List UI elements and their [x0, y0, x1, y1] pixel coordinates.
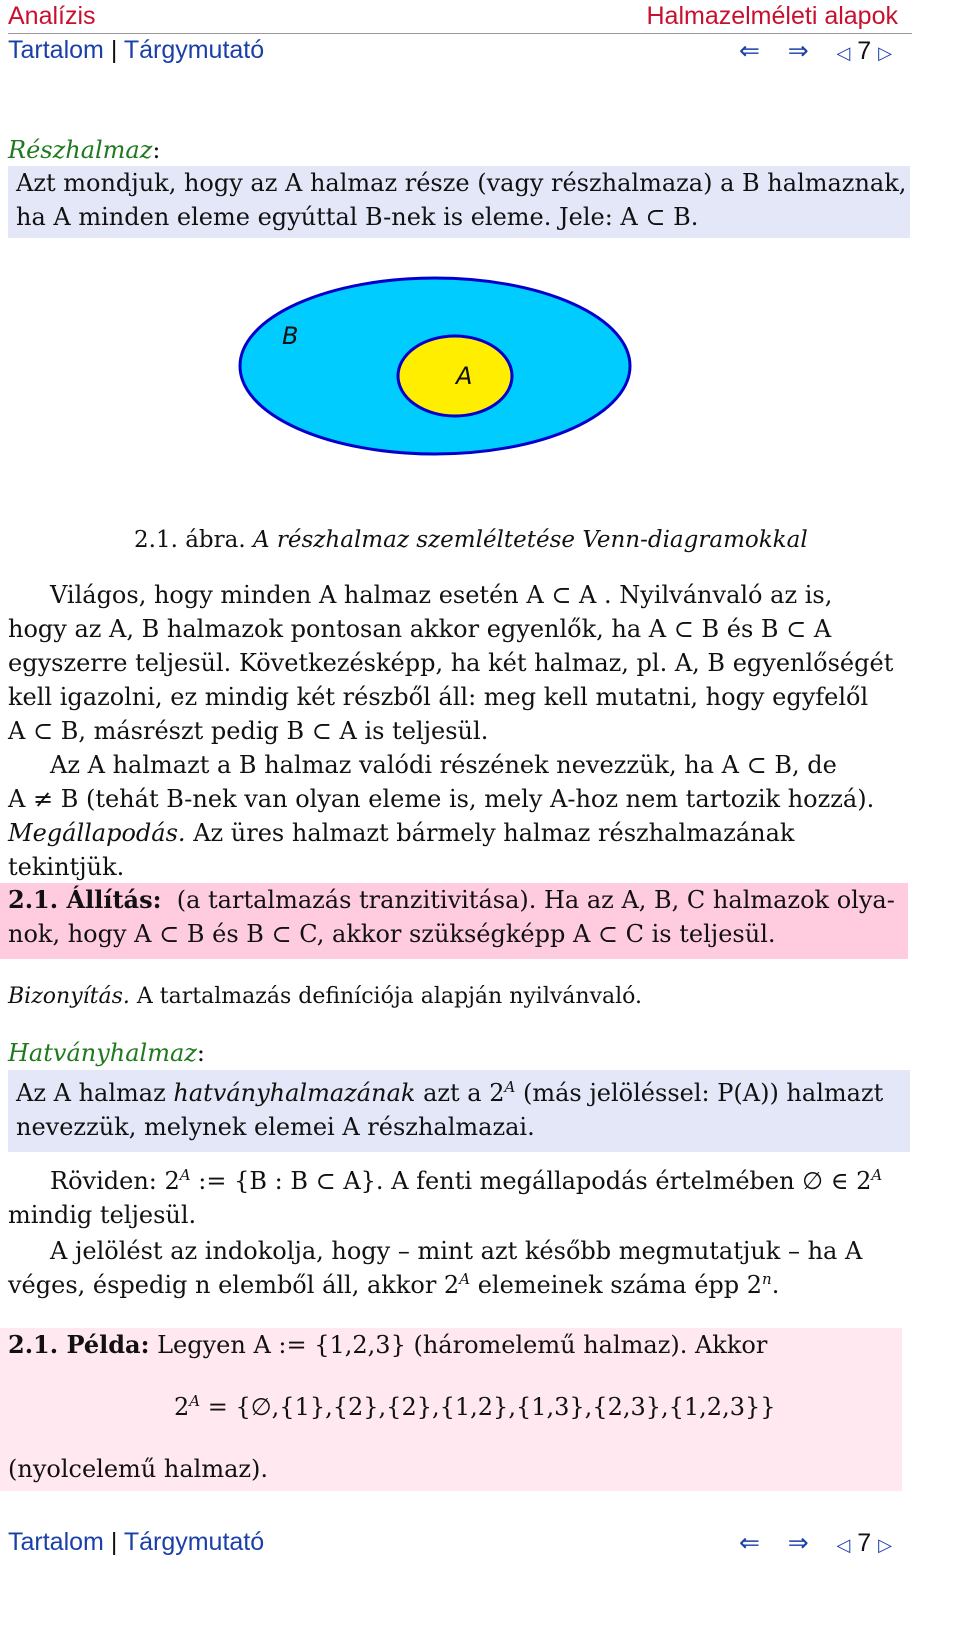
example-formula: $2^A$ = {∅,{1},{2},{2},{1,2},{1,3},{2,3},{1,2,3}} — [174, 1392, 776, 1421]
paragraph-4: A jelölést az indokolja, hogy – mint azt később megmutatjuk – ha A véges, éspedig n elemből áll, akkor $2^A$ elemeinek száma épp 2$^n$. — [8, 1237, 863, 1299]
back-arrow-icon[interactable]: ⇐ — [739, 37, 760, 65]
course-title: Analízis — [8, 2, 96, 30]
contents-link[interactable]: Tartalom — [8, 36, 104, 64]
page-number-bottom: 7 — [857, 1529, 872, 1557]
top-nav: Tartalom | Tárgymutató — [8, 36, 265, 64]
bottom-page-nav — [739, 1528, 892, 1558]
figure-caption: 2.1. ábra. A részhalmaz szemléltetése Venn-diagramokkal — [134, 527, 808, 553]
claim-box: 2.1. Állítás: (a tartalmazás tranzitivitása). Ha az A, B, C halmazok olya- nok, hogy A ⊂ B és B ⊂ C, akkor szükségképp A ⊂ C is teljesül. — [0, 883, 908, 959]
venn-set-a — [398, 336, 512, 416]
subset-definition-box: Azt mondjuk, hogy az A halmaz része (vagy részhalmaza) a B halmaznak, ha A minden eleme egyúttal B-nek is eleme. Jele: A ⊂ B. — [8, 166, 910, 238]
contents-link-bottom[interactable]: Tartalom — [8, 1528, 104, 1556]
venn-label-a: A — [456, 362, 473, 390]
powerset-definition-box: Az A halmaz hatványhalmazának azt a $2^A$ (más jelöléssel: P(A)) halmazt nevezzük, melynek elemei A részhalmazai. — [8, 1070, 910, 1152]
powerset-heading: Hatványhalmaz: — [8, 1039, 206, 1067]
next-page-icon[interactable]: ▷ — [878, 1535, 892, 1555]
document-title — [8, 2, 96, 31]
example-box: 2.1. Példa: Legyen A := {1,2,3} (háromelemű halmaz). Akkor $2^A$ = {∅,{1},{2},{2},{1,2},{1,3},{2,3},{1,2,3}} (nyolcelemű halmaz). — [0, 1328, 902, 1491]
forward-arrow-icon[interactable]: ⇒ — [787, 1529, 809, 1557]
venn-diagram — [238, 274, 638, 464]
prev-page-icon[interactable]: ◁ — [836, 1535, 851, 1555]
page-number: 7 — [857, 37, 872, 65]
paragraph-2: Az A halmazt a B halmaz valódi részének nevezzük, ha A ⊂ B, de A ≠ B (tehát B-nek van olyan eleme is, mely A-hoz nem tartozik hozzá). Megállapodás. Az üres halmazt bármely halmaz részhalmazának tekintjük. — [8, 751, 875, 881]
header-rule — [8, 33, 912, 34]
claim-label: 2.1. Állítás: — [8, 885, 162, 914]
proof: Bizonyítás. A tartalmazás definíciója alapján nyilvánvaló. — [8, 984, 643, 1009]
example-label: 2.1. Példa: — [8, 1330, 150, 1359]
prev-page-icon[interactable]: ◁ — [836, 43, 851, 63]
bottom-nav: Tartalom | Tárgymutató — [8, 1528, 265, 1556]
forward-arrow-icon[interactable]: ⇒ — [787, 37, 809, 65]
venn-label-b: B — [282, 322, 299, 350]
paragraph-3: Röviden: $2^A$ := {B : B ⊂ A}. A fenti megállapodás értelmében ∅ ∈ $2^A$ mindig teljesül. — [8, 1166, 883, 1229]
index-link-bottom[interactable]: Tárgymutató — [123, 1528, 265, 1556]
back-arrow-icon[interactable]: ⇐ — [739, 1529, 760, 1557]
subset-heading: Részhalmaz: — [8, 136, 161, 164]
next-page-icon[interactable]: ▷ — [878, 43, 892, 63]
index-link[interactable]: Tárgymutató — [123, 36, 265, 64]
top-page-nav — [739, 36, 892, 66]
section-title: Halmazelméleti alapok — [646, 2, 898, 30]
paragraph-1: Világos, hogy minden A halmaz esetén A ⊂ A . Nyilvánvaló az is, hogy az A, B halmazok pontosan akkor egyenlők, ha A ⊂ B és B ⊂ A egyszerre teljesül. Következésképp, ha két halmaz, pl. A, B egyenlőségét kell igazolni, ez mindig két részből áll: meg kell mutatni, hogy egyfelől A ⊂ B, másrészt pedig B ⊂ A is teljesül. — [8, 581, 894, 745]
